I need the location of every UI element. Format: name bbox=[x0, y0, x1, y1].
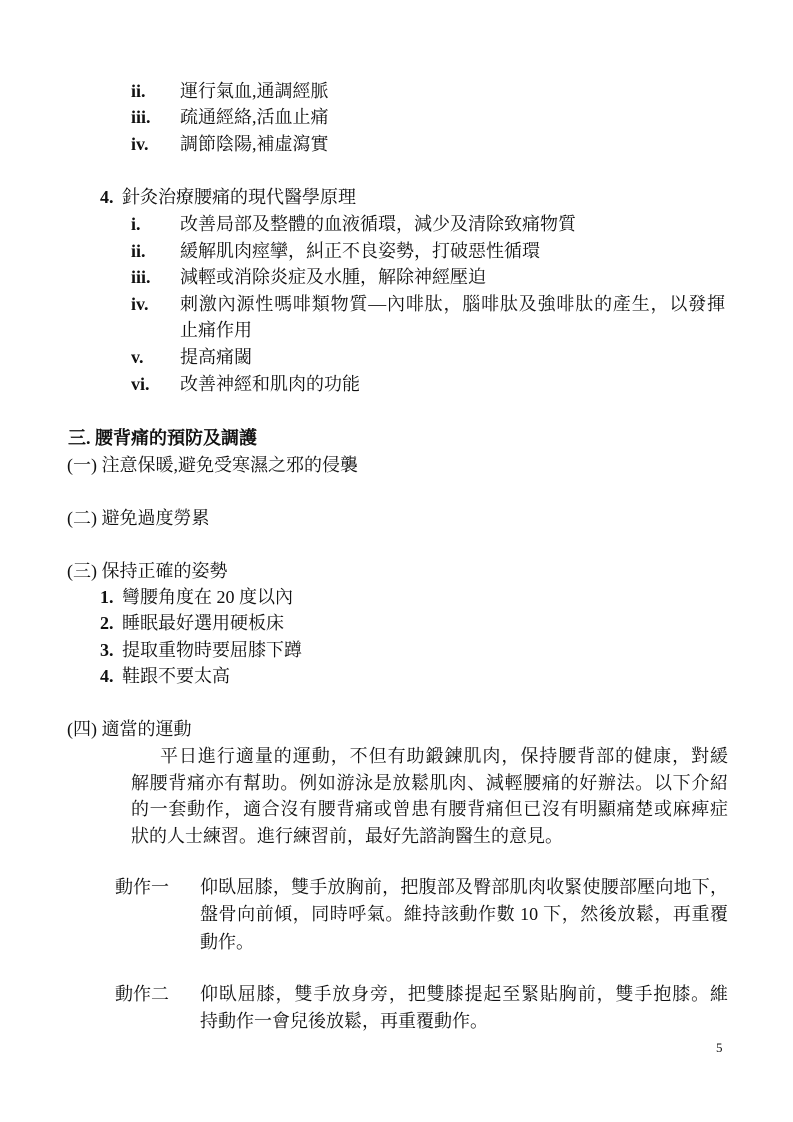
list-number: 3. bbox=[100, 640, 114, 660]
list-item: 減輕或消除炎症及水腫，解除神經壓迫 bbox=[180, 267, 486, 287]
list-item: 改善神經和肌肉的功能 bbox=[180, 374, 360, 394]
list-item: 睡眠最好選用硬板床 bbox=[122, 613, 284, 633]
list-number: 1. bbox=[100, 587, 114, 607]
list-number: i. bbox=[131, 214, 141, 234]
section-number: 4. bbox=[100, 187, 114, 207]
list-item: 鞋跟不要太高 bbox=[122, 666, 230, 686]
list-number: ii. bbox=[131, 241, 146, 261]
list-item: 改善局部及整體的血液循環，減少及清除致痛物質 bbox=[180, 214, 576, 234]
exercise-line: 持動作一會兒後放鬆，再重覆動作。 bbox=[200, 1011, 488, 1031]
page-number: 5 bbox=[716, 1040, 723, 1055]
exercise-line: 仰臥屈膝，雙手放身旁，把雙膝提起至緊貼胸前，雙手抱膝。維 bbox=[200, 984, 728, 1004]
list-number: iv. bbox=[131, 134, 149, 154]
list-item: 調節陰陽,補虛瀉實 bbox=[180, 134, 329, 154]
exercise-line: 仰臥屈膝，雙手放胸前，把腹部及臀部肌肉收緊使腰部壓向地下， bbox=[200, 877, 728, 897]
subheading: (二) 避免過度勞累 bbox=[67, 508, 210, 528]
paragraph-line: 狀的人士練習。進行練習前，最好先諮詢醫生的意見。 bbox=[131, 826, 563, 846]
list-item: 疏通經絡,活血止痛 bbox=[180, 107, 329, 127]
list-number: 2. bbox=[100, 613, 114, 633]
section-heading: 三. 腰背痛的預防及調護 bbox=[68, 428, 257, 448]
list-number: 4. bbox=[100, 666, 114, 686]
subheading: (一) 注意保暖,避免受寒濕之邪的侵襲 bbox=[67, 455, 358, 475]
list-number: v. bbox=[131, 347, 144, 367]
paragraph-line: 平日進行適量的運動，不但有助鍛鍊肌肉，保持腰背部的健康，對緩 bbox=[160, 746, 728, 766]
list-item: 提高痛閾 bbox=[180, 347, 252, 367]
list-item-continuation: 止痛作用 bbox=[180, 320, 252, 340]
exercise-line: 盤骨向前傾，同時呼氣。維持該動作數 10 下，然後放鬆，再重覆 bbox=[200, 904, 728, 924]
exercise-line: 動作。 bbox=[200, 932, 254, 952]
list-number: ii. bbox=[131, 81, 146, 101]
list-item: 運行氣血,通調經脈 bbox=[180, 81, 329, 101]
exercise-label: 動作一 bbox=[115, 877, 169, 897]
list-number: iii. bbox=[131, 107, 151, 127]
list-number: iv. bbox=[131, 294, 149, 314]
subheading: (四) 適當的運動 bbox=[67, 719, 192, 739]
list-item: 緩解肌肉痙攣，糾正不良姿勢，打破惡性循環 bbox=[180, 241, 540, 261]
list-number: iii. bbox=[131, 267, 151, 287]
subheading: (三) 保持正確的姿勢 bbox=[67, 561, 228, 581]
paragraph-line: 解腰背痛亦有幫助。例如游泳是放鬆肌肉、減輕腰痛的好辦法。以下介紹 bbox=[131, 773, 728, 793]
exercise-label: 動作二 bbox=[115, 984, 169, 1004]
list-item: 提取重物時要屈膝下蹲 bbox=[122, 640, 302, 660]
paragraph-line: 的一套動作，適合沒有腰背痛或曾患有腰背痛但已沒有明顯痛楚或麻痺症 bbox=[131, 799, 728, 819]
list-item: 彎腰角度在 20 度以內 bbox=[122, 587, 293, 607]
section-title: 針灸治療腰痛的現代醫學原理 bbox=[122, 187, 356, 207]
list-number: vi. bbox=[131, 374, 150, 394]
list-item: 刺激內源性嗎啡類物質—內啡肽，腦啡肽及強啡肽的產生，以發揮 bbox=[180, 294, 725, 314]
